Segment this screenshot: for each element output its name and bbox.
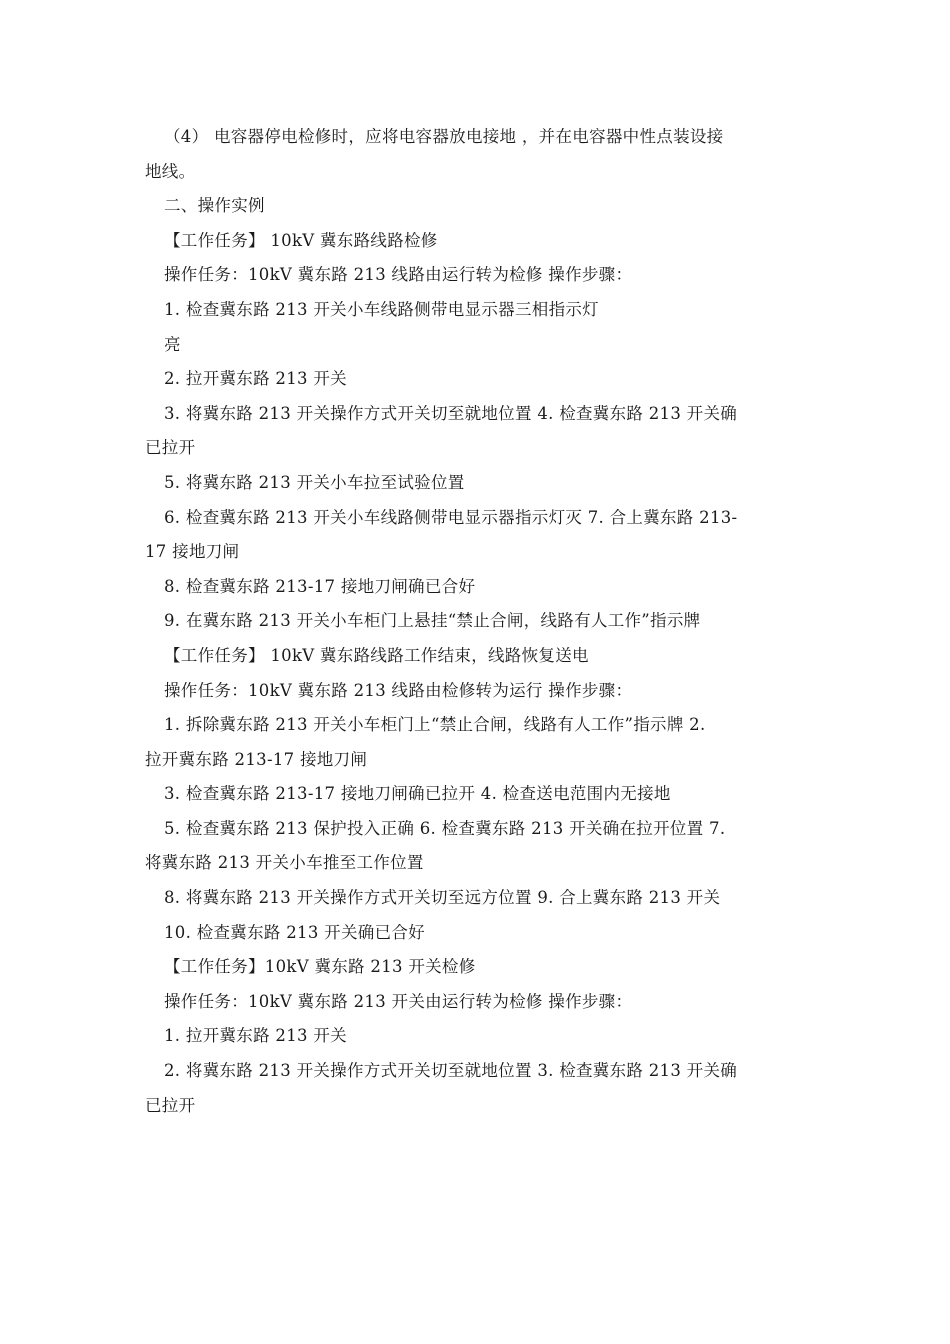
text-line: 【工作任务】 10kV 冀东路线路工作结束，线路恢复送电	[164, 645, 589, 665]
text-line: 【工作任务】 10kV 冀东路线路检修	[164, 230, 438, 250]
text-line: 6. 检查冀东路 213 开关小车线路侧带电显示器指示灯灭 7. 合上冀东路 213-	[164, 507, 738, 527]
text-line: 8. 检查冀东路 213-17 接地刀闸确已合好	[164, 576, 476, 596]
text-line: 已拉开	[145, 438, 196, 458]
text-line: 拉开冀东路 213-17 接地刀闸	[145, 749, 368, 769]
text-line: 2. 拉开冀东路 213 开关	[164, 369, 347, 389]
text-line: 5. 检查冀东路 213 保护投入正确 6. 检查冀东路 213 开关确在拉开位置 7.	[164, 818, 726, 838]
text-line: 操作任务：10kV 冀东路 213 开关由运行转为检修 操作步骤：	[164, 991, 633, 1011]
text-line: 1. 检查冀东路 213 开关小车线路侧带电显示器三相指示灯	[164, 299, 599, 319]
text-line: 1. 拉开冀东路 213 开关	[164, 1026, 347, 1046]
document-body	[145, 120, 810, 1123]
text-line: 8. 将冀东路 213 开关操作方式开关切至远方位置 9. 合上冀东路 213 开关	[164, 888, 721, 908]
text-line: 1. 拆除冀东路 213 开关小车柜门上“禁止合闸，线路有人工作”指示牌 2.	[164, 715, 706, 735]
text-line: 操作任务：10kV 冀东路 213 线路由运行转为检修 操作步骤：	[164, 265, 633, 285]
text-line: 将冀东路 213 开关小车推至工作位置	[145, 853, 424, 873]
text-line: （4） 电容器停电检修时，应将电容器放电接地 ，并在电容器中性点装设接	[164, 127, 724, 146]
text-line: 9. 在冀东路 213 开关小车柜门上悬挂“禁止合闸，线路有人工作”指示牌	[164, 611, 701, 631]
text-line: 3. 将冀东路 213 开关操作方式开关切至就地位置 4. 检查冀东路 213 开关确	[164, 403, 738, 423]
text-line: 10. 检查冀东路 213 开关确已合好	[164, 922, 425, 942]
text-line: 5. 将冀东路 213 开关小车拉至试验位置	[164, 472, 465, 492]
text-line: 地线。	[145, 161, 196, 181]
text-line: 3. 检查冀东路 213-17 接地刀闸确已拉开 4. 检查送电范围内无接地	[164, 784, 671, 804]
text-line: 已拉开	[145, 1095, 196, 1115]
text-line: 【工作任务】10kV 冀东路 213 开关检修	[164, 957, 476, 977]
text-line: 亮	[164, 334, 181, 354]
text-line: 操作任务：10kV 冀东路 213 线路由检修转为运行 操作步骤：	[164, 680, 633, 700]
text-line: 二、操作实例	[164, 196, 265, 216]
text-line: 17 接地刀闸	[145, 542, 240, 562]
text-line: 2. 将冀东路 213 开关操作方式开关切至就地位置 3. 检查冀东路 213 开关确	[164, 1061, 738, 1081]
